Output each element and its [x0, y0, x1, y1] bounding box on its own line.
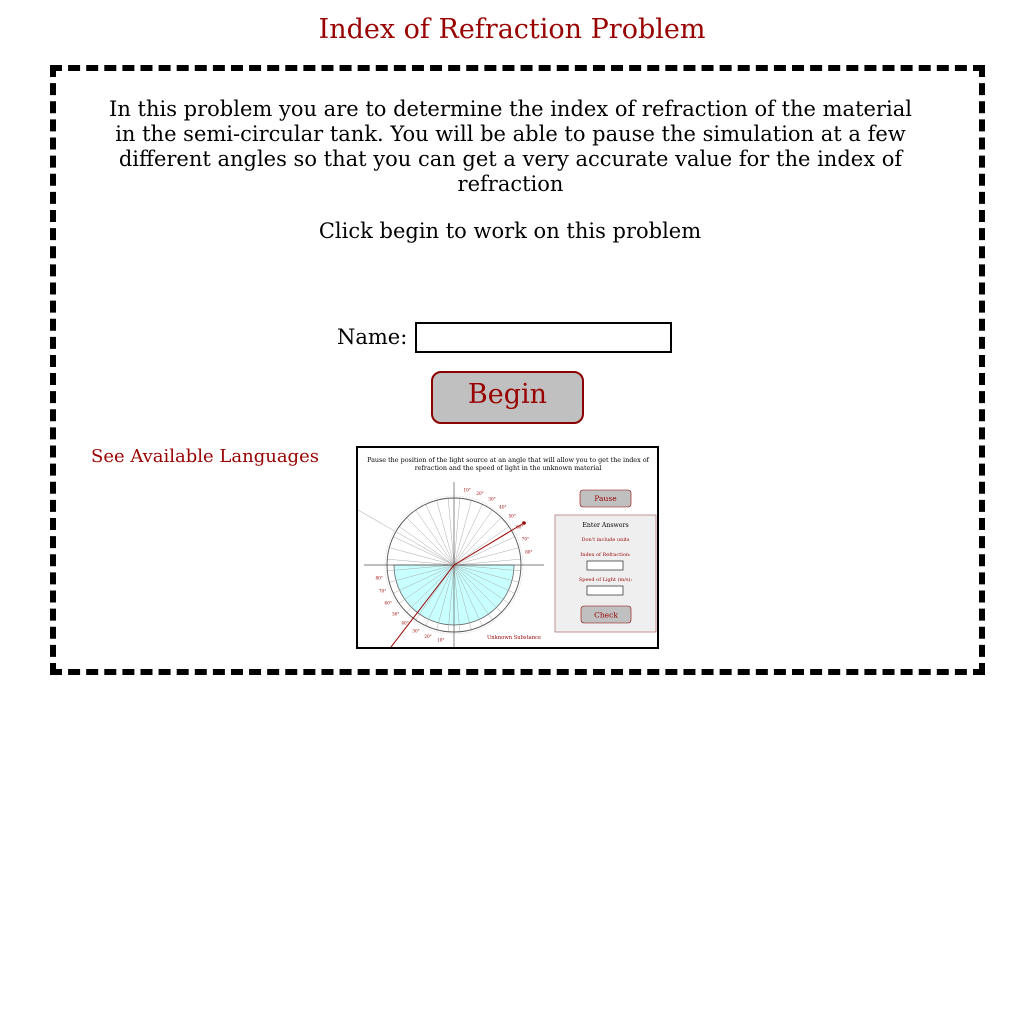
name-row: [337, 321, 672, 353]
unknown-substance-label: Unknown Substance: [486, 635, 542, 641]
preview-instruction-1: Pause the position of the light source at an angle that will allow you to get the index of: [367, 456, 649, 464]
angle-label-top: 20°: [476, 491, 484, 497]
angle-label-bottom: 50°: [392, 611, 400, 617]
problem-frame: [50, 65, 985, 675]
click-instruction: Click begin to work on this problem: [318, 219, 702, 243]
index-of-refraction-label: Index of Refraction:: [580, 552, 631, 558]
angle-label-bottom: 80°: [375, 575, 383, 581]
angle-label-top: 30°: [488, 496, 496, 502]
protractor-ray: [416, 510, 454, 565]
preview-check-label: Check: [594, 610, 618, 620]
protractor-ray: [407, 518, 454, 565]
protractor-ray: [454, 504, 482, 565]
protractor-ray: [454, 510, 492, 565]
preview-instruction-2: refraction and the speed of light in the unknown material: [414, 464, 602, 472]
preview-svg: [358, 448, 657, 647]
index-of-refraction-field: [587, 561, 623, 570]
angle-label-bottom: 40°: [401, 620, 409, 626]
preview-pause-label: Pause: [594, 494, 617, 503]
speed-of-light-label: Speed of Light (m/s):: [578, 577, 633, 583]
simulation-preview-image[interactable]: [356, 446, 659, 649]
angle-label-bottom: 30°: [412, 628, 420, 634]
name-input[interactable]: [415, 322, 672, 353]
angle-label-bottom: 70°: [378, 588, 387, 594]
answers-panel-title: Enter Answers: [582, 522, 629, 529]
angle-label-top: 40°: [499, 504, 507, 510]
angle-label-top: 10°: [463, 487, 471, 493]
angle-label-bottom: 60°: [384, 600, 392, 606]
angle-label-top: 50°: [508, 513, 516, 519]
available-languages-link[interactable]: See Available Languages: [91, 446, 319, 467]
begin-button[interactable]: Begin: [431, 371, 584, 424]
angle-label-bottom: 10°: [437, 637, 445, 643]
angle-label-bottom: 20°: [424, 633, 432, 639]
angle-label-top: 80°: [525, 549, 533, 555]
speed-of-light-field: [587, 586, 623, 595]
protractor-ray: [426, 504, 454, 565]
incident-ray: [454, 523, 524, 565]
name-label: Name:: [337, 325, 408, 349]
answers-panel-note: Don't include units: [581, 537, 630, 543]
protractor-ray: [393, 537, 454, 565]
protractor-ray: [454, 527, 509, 565]
intro-text: In this problem you are to determine the index of refraction of the material in the semi-circular tank. You will be able to pause the simulation at a few different angles so that you can get a very accurate value for the index of refraction: [109, 97, 912, 196]
angle-label-top: 70°: [521, 536, 530, 542]
page-title: Index of Refraction Problem: [318, 14, 706, 45]
protractor-ray: [454, 537, 515, 565]
protractor-diagram: [358, 482, 544, 647]
protractor-ray: [399, 527, 454, 565]
angle-label-top: 60°: [516, 524, 524, 530]
